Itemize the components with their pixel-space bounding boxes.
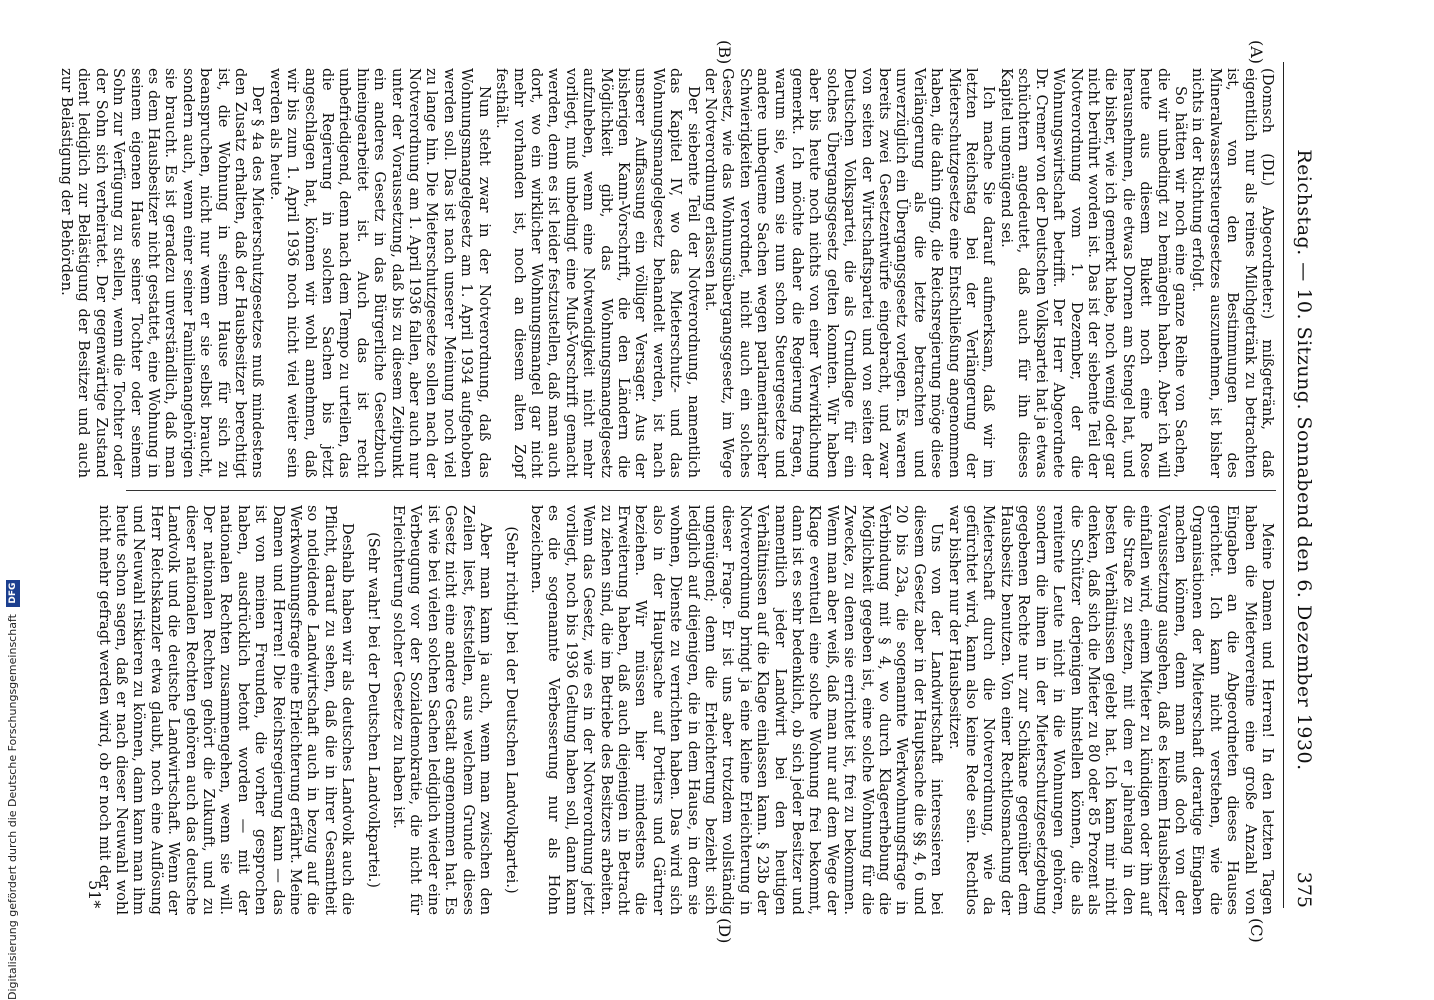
- margin-mark-a: (A): [1247, 40, 1266, 65]
- column-divider: [126, 490, 1276, 491]
- paragraph: Meine Damen und Herren! In den letzten Tagen haben die Mietervereine eine große Anzahl von Eingaben an die Abgeordneten dieses Hauses gerichtet. Ich kann nicht verstehen, wie die Organisationen der Mieterschaft derartige Eingaben machen können, denn man muß doch von der Voraussetzung ausgehen, daß es keinem Hausbesitzer einfallen wird, einem Mieter zu kündigen oder ihn auf die Straße zu setzen, mit dem er jahrelang in den besten Verhältnissen gelebt hat. Ich kann mir nicht denken, daß sich die Mieter zu 80 oder 85 Prozent als die Schützer derjenigen hinstellen können, die als renitente Leute nicht in die Wohnungen gehören, sondern die ihnen in der Mieterschutzgesetzgebung gegebenen Rechte nur zur Schikane gegenüber dem Hausbesitz benutzen. Von einer Rechtlosmachung der Mieterschaft durch die Notverordnung, wie da gefürchtet wird, kann also keine Rede sein. Rechtlos war bisher nur der Hausbesitzer.: [945, 505, 1276, 915]
- interjection: (Sehr richtig! bei der Deutschen Landvolkpartei.): [502, 526, 520, 894]
- header-rule: [1283, 62, 1284, 908]
- header-title: Reichstag. — 10. Sitzung. Sonnabend den 6. Dezember 1930.: [1293, 149, 1315, 771]
- interjection: (Sehr wahr! bei der Deutschen Landvolkpartei.): [364, 532, 382, 888]
- page-number: 375: [1293, 871, 1315, 908]
- right-column: [95, 505, 1276, 915]
- margin-mark-d: (D): [715, 918, 734, 944]
- margin-mark-b: (B): [715, 40, 734, 65]
- margin-mark-c: (C): [1247, 918, 1266, 943]
- paragraph: Der § 4a des Mieterschutzgesetzes muß mindestens den Zusatz erhalten, daß der Hausbesitzer berechtigt ist, die Wohnung in seinem Hause für sich zu beanspruchen, nicht nur wenn er sie selbst braucht, sondern auch, wenn einer seiner Familienangehörigen sie braucht. Es ist geradezu unverständlich, daß man es dem Hausbesitzer nicht gestattet, eine Wohnung in seinem eigenen Hause seiner Tochter oder seinem Sohn zur Verfügung zu stellen, wenn die Tochter oder der Sohn sich verheiratet. Der gegenwärtige Zustand dient lediglich zur Belästigung der Besitzer und auch zur Belästigung der Behörden.: [57, 68, 267, 478]
- paragraph: Aber man kann ja auch, wenn man zwischen den Zeilen liest, feststellen, aus welchem Grunde dieses Gesetz nicht eine andere Gestalt angenommen hat. Es ist wie bei vielen solchen Sachen lediglich wieder eine Verbeugung vor der Sozialdemokratie, die nicht für Erleichterung solcher Gesetze zu haben ist.: [390, 505, 495, 915]
- paragraph: Nun steht zwar in der Notverordnung, daß das Wohnungsmangelgesetz am 1. April 1934 aufgehoben werden soll. Das ist nach unserer Meinung noch viel zu lange hin. Die Mieterschutzgesetze sollen nach der Notverordnung am 1. April 1936 fallen, aber auch nur unter der Voraussetzung, daß bis zu diesem Zeitpunkt ein anderes Gesetz in das Bürgerliche Gesetzbuch hineingearbeitet ist. Auch das ist recht unbefriedigend, denn nach dem Tempo zu urteilen, das die Regierung in solchen Sachen bis jetzt angeschlagen hat, können wir wohl annehmen, daß wir bis zum 1. April 1936 noch nicht viel weiter sein werden als heute.: [266, 68, 493, 478]
- paragraph: Ich mache Sie darauf aufmerksam, daß wir im letzten Reichstag bei der Verlängerung der Mieterschutzgesetze eine Entschließung angenommen haben, die dahin ging, die Reichsregierung möge diese Verlängerung als die letzte betrachten und unverzüglich ein Übergangsgesetz vorlegen. Es waren bereits zwei Gesetzentwürfe eingebracht, und zwar von seiten der Wirtschaftspartei und von seiten der Deutschen Volkspartei, die als Grundlage für ein solches Übergangsgesetz gelten konnten. Wir haben aber bis heute noch nichts von einer Verwirklichung gemerkt. Ich möchte daher die Regierung fragen, warum sie, wenn sie nun schon Steuergesetze und andere unbequeme Sachen wegen parlamentarischer Schwierigkeiten verordnet, nicht auch ein solches Gesetz, wie das Wohnungsübergangsgesetz, im Wege der Notverordnung erlassen hat.: [702, 68, 998, 478]
- paragraph: Uns von der Landwirtschaft interessieren bei diesem Gesetz aber in der Hauptsache die §§ 4, 6 und 20 bis 23a, die sogenannte Werkwohnungsfrage in Verbindung mit § 4, wo durch Klageerhebung die Möglichkeit gegeben ist, eine solche Wohnung für die Zwecke, zu denen sie errichtet ist, frei zu bekommen. Wenn man aber weiß, daß man nur auf dem Wege der Klage eventuell eine solche Wohnung frei bekommt, dann ist es sehr bedenklich, ob sich jeder Besitzer und namentlich jeder Landwirt bei den heutigen Verhältnissen auf die Klage einlassen kann. § 23b der Notverordnung bringt ja eine kleine Erleichterung in dieser Frage. Er ist uns aber trotzdem vollständig ungenügend; denn die Erleichterung bezieht sich lediglich auf diejenigen, die in dem Hause, in dem sie wohnen, Dienste zu verrichten haben. Das wird sich also in der Hauptsache auf Portiers und Gärtner beziehen. Wir müssen hier mindestens die Erweiterung haben, daß auch diejenigen in Betracht zu ziehen sind, die im Betriebe des Besitzers arbeiten. Wenn das Gesetz, wie es in der Notverordnung jetzt vorliegt, noch bis 1936 Geltung haben soll, dann kann es die sogenannte Verbesserung nur als Hohn bezeichnen.: [527, 505, 946, 915]
- paragraph: Der siebente Teil der Notverordnung, namentlich das Kapitel IV, wo das Mieterschutz- und das Wohnungsmangelgesetz behandelt werden, ist nach unserer Auffassung ein völliger Versager. Aus der bisherigen Kann-Vorschrift, die den Ländern die Möglichkeit gibt, das Wohnungsmangelgesetz aufzuheben, wenn eine Notwendigkeit nicht mehr vorliegt, muß unbedingt eine Muß-Vorschrift gemacht werden, denn es ist leider festzustellen, daß man auch dort, wo ein wirklicher Wohnungsmangel gar nicht mehr vorhanden ist, noch an diesem alten Zopf festhält.: [493, 68, 702, 478]
- paragraph: Deshalb haben wir als deutsches Landvolk auch die Pflicht, darauf zu sehen, daß die in ihrer Gesamtheit so notleidende Landwirtschaft auch in bezug auf die Werkwohnungsfrage eine Erleichterung erfährt. Meine Damen und Herren! Die Reichsregierung kann — das ist von meinen Freunden, die vorher gesprochen haben, ausdrücklich betont worden — mit der nationalen Rechten zusammengehen, wenn sie will. Der nationalen Rechten gehört die Zukunft, und zu dieser nationalen Rechten gehören auch das deutsche Landvolk und die deutsche Landwirtschaft. Wenn der Herr Reichskanzler etwa glaubt, noch eine Auflösung und Neuwahl riskieren zu können, dann kann man ihm heute schon sagen, daß er nach dieser Neuwahl wohl nicht mehr gefragt werden wird, ob er noch mit der: [95, 505, 357, 915]
- dfg-logo: DFG: [6, 580, 20, 607]
- page-header: [1286, 62, 1322, 908]
- signature-mark: 51*: [85, 880, 104, 909]
- paragraph: So hätten wir noch eine ganze Reihe von Sachen, die wir unbedingt zu bemängeln haben. Aber ich will heute aus diesem Bukett noch eine Rose herausnehmen, die etwas Dornen am Stengel hat, und die bisher, wie ich gemerkt habe, noch wenig oder gar nicht berührt worden ist. Das ist der siebente Teil der Notverordnung vom 1. Dezember, der die Wohnungswirtschaft betrifft. Der Herr Abgeordnete Dr. Cremer von der Deutschen Volkspartei hat ja etwas schüchtern angedeutet, daß auch für ihn dieses Kapitel ungenügend sei.: [997, 68, 1189, 478]
- paragraph: (Domsch (DL) Abgeordneter:) mißgetränk, daß eigentlich nur als reines Milchgetränk zu betrachten ist, von den Bestimmungen des Mineralwassersteuergesetzes auszunehmen, ist bisher nichts in der Richtung erfolgt.: [1189, 68, 1276, 478]
- left-column: [58, 68, 1276, 478]
- credit-text: Digitalisierung gefördert durch die Deutsche Forschungsgemeinschaft: [6, 614, 19, 1000]
